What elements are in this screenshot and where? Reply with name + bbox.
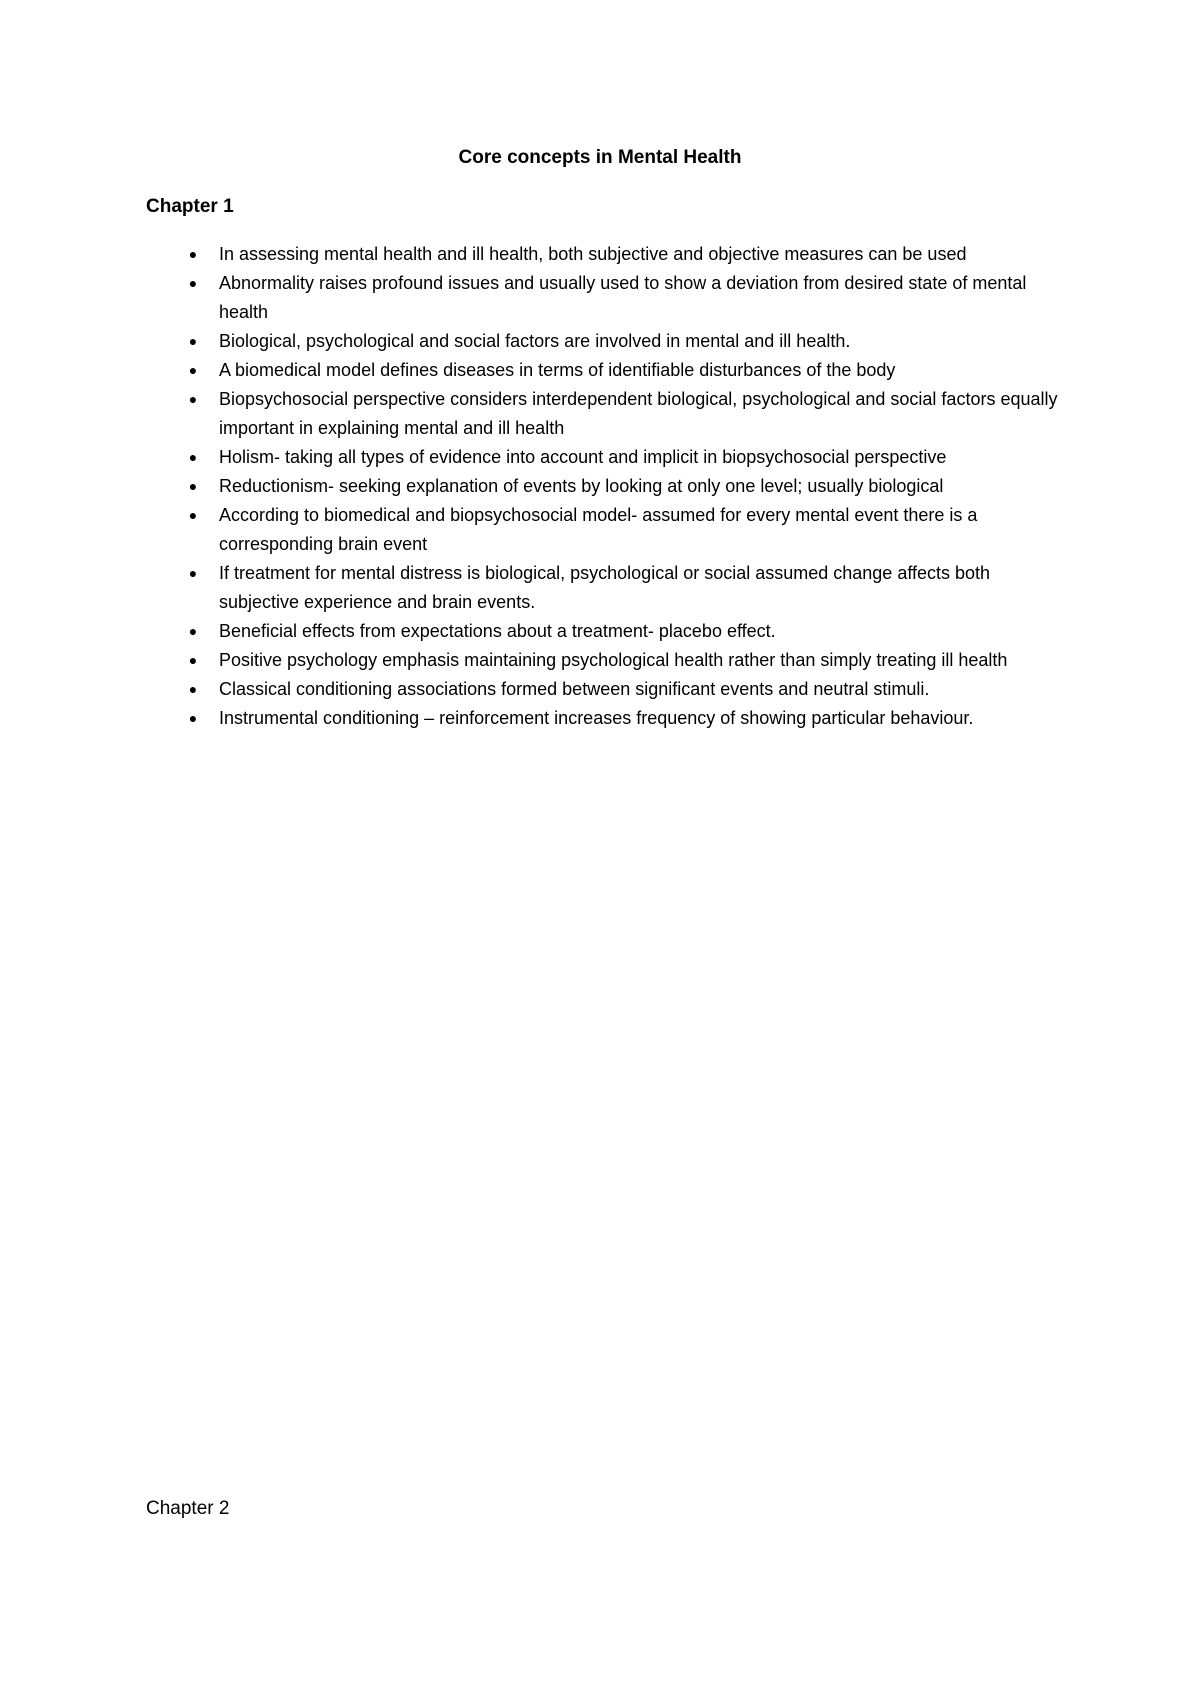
bullet-icon: ● xyxy=(188,362,198,378)
list-item xyxy=(146,385,1066,443)
list-item-text: Positive psychology emphasis maintaining psychological health rather than simply treating ill health xyxy=(219,650,1008,670)
list-item xyxy=(146,501,1066,559)
bullet-icon: ● xyxy=(188,710,198,726)
list-item xyxy=(146,617,1066,646)
list-item xyxy=(146,240,1066,269)
bullet-icon: ● xyxy=(188,275,198,291)
bullet-icon: ● xyxy=(188,391,198,407)
list-item xyxy=(146,443,1066,472)
list-item xyxy=(146,675,1066,704)
bullet-icon: ● xyxy=(188,246,198,262)
list-item-text: Classical conditioning associations formed between significant events and neutral stimuli. xyxy=(219,679,930,699)
chapter-1-bullet-list xyxy=(146,240,1066,733)
list-item-text: Beneficial effects from expectations about a treatment- placebo effect. xyxy=(219,621,776,641)
list-item-text: A biomedical model defines diseases in terms of identifiable disturbances of the body xyxy=(219,360,896,380)
list-item-text: In assessing mental health and ill health, both subjective and objective measures can be used xyxy=(219,244,967,264)
list-item-text: If treatment for mental distress is biological, psychological or social assumed change affects both subjective experience and brain events. xyxy=(219,563,991,612)
list-item-text: According to biomedical and biopsychosocial model- assumed for every mental event there is a corresponding brain event xyxy=(219,505,978,554)
list-item xyxy=(146,559,1066,617)
list-item-text: Abnormality raises profound issues and usually used to show a deviation from desired state of mental health xyxy=(219,273,1027,322)
chapter-1-heading: Chapter 1 xyxy=(146,196,234,217)
list-item-text: Holism- taking all types of evidence into account and implicit in biopsychosocial perspective xyxy=(219,447,947,467)
list-item xyxy=(146,472,1066,501)
list-item xyxy=(146,646,1066,675)
list-item-text: Biological, psychological and social factors are involved in mental and ill health. xyxy=(219,331,851,351)
bullet-icon: ● xyxy=(188,652,198,668)
list-item xyxy=(146,356,1066,385)
bullet-icon: ● xyxy=(188,478,198,494)
bullet-icon: ● xyxy=(188,681,198,697)
bullet-icon: ● xyxy=(188,623,198,639)
chapter-2-heading: Chapter 2 xyxy=(146,1498,230,1519)
bullet-icon: ● xyxy=(188,449,198,465)
document-title: Core concepts in Mental Health xyxy=(458,147,742,168)
list-item xyxy=(146,327,1066,356)
list-item-text: Instrumental conditioning – reinforcement increases frequency of showing particular behaviour. xyxy=(219,708,974,728)
list-item-text: Biopsychosocial perspective considers interdependent biological, psychological and social factors equally important in explaining mental and ill health xyxy=(219,389,1058,438)
bullet-icon: ● xyxy=(188,507,198,523)
list-item xyxy=(146,269,1066,327)
bullet-icon: ● xyxy=(188,333,198,349)
list-item xyxy=(146,704,1066,733)
list-item-text: Reductionism- seeking explanation of events by looking at only one level; usually biological xyxy=(219,476,944,496)
bullet-icon: ● xyxy=(188,565,198,581)
